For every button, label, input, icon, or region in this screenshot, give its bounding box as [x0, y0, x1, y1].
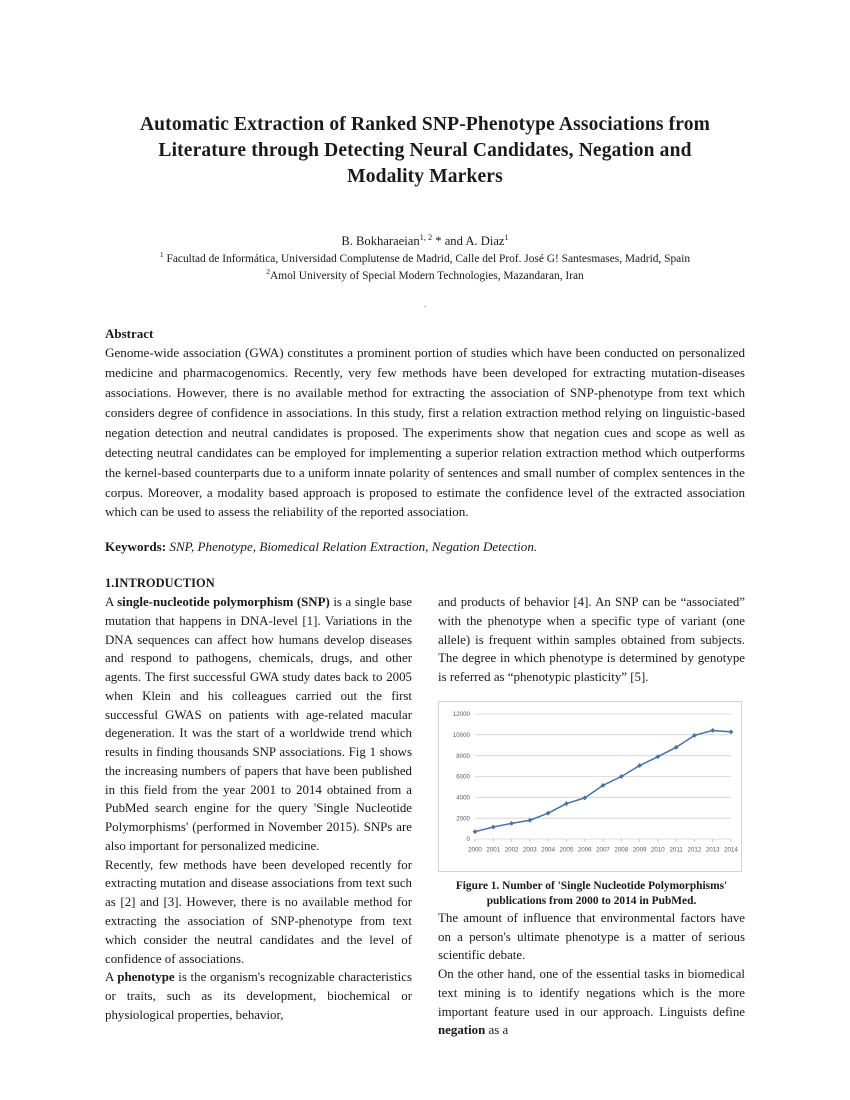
svg-text:2000: 2000 — [456, 815, 470, 823]
svg-text:2003: 2003 — [522, 846, 537, 854]
right-column — [438, 593, 745, 1040]
keywords-label: Keywords: — [105, 539, 167, 555]
abstract-heading: Abstract — [105, 326, 154, 342]
author-affil-marker-2: 1 — [504, 233, 509, 243]
affiliation-2-text: Amol University of Special Modern Technologies, Mazandaran, Iran — [270, 269, 584, 282]
left-p3-pre: A — [105, 970, 118, 985]
svg-text:0: 0 — [466, 835, 470, 843]
left-p1-post: is a single base mutation that happens in DNA-level [1]. Variations in the DNA sequences can affect how humans develop diseases and respond to pathogens, chemicals, drugs, and other agents. The first successful GWA study dates back to 2005 when Klein and his colleagues carried out the first successful GWAS on patients with age-related macular degeneration. It was the start of a worldwide trend which results in finding thousands SNP associations. Fig 1 shows the increasing numbers of papers that have been published in this field from the year 2001 to 2014 obtained from a PubMed search engine for the query 'Single Nucleotide Polymorphisms' (performed in November 2015). SNPs are also important for personalized medicine. — [105, 594, 412, 853]
affiliation-marker-1: 1 — [159, 250, 164, 260]
abstract-text: Genome-wide association (GWA) constitutes a prominent portion of studies which have been conducted on personalized medicine and pharmacogenomics. Recently, very few methods have been developed for extracting mutation-diseases associations. However, there is no available method for extracting the association of SNP-phenotype from text which considers degree of confidence in associations. In this study, first a relation extraction method relying on linguistic-based negation detection and neutral candidates is proposed. The experiments show that negation cues and scope as well as detecting neutral candidates can be employed for implementing a superior relation extraction method which outperforms the kernel-based counterparts due to a uniform innate polarity of sentences and small number of complex sentences in the corpus. Moreover, a modality based approach is proposed to estimate the confidence level of the extracted association which can be used to assess the reliability of the reported association. — [105, 345, 745, 520]
left-paragraph-3 — [105, 968, 412, 1024]
affiliation-marker-2: 2 — [266, 266, 271, 276]
svg-text:2006: 2006 — [577, 846, 592, 854]
figure-caption — [438, 879, 745, 909]
svg-text:2004: 2004 — [541, 846, 556, 854]
svg-text:2000: 2000 — [468, 846, 482, 854]
keywords-line — [105, 537, 745, 557]
affiliation-1 — [105, 251, 745, 268]
svg-text:2011: 2011 — [669, 846, 683, 854]
term-negation: negation — [438, 1023, 486, 1038]
author-names: B. Bokharaeian — [341, 234, 420, 249]
term-snp: single-nucleotide polymorphism (SNP) — [117, 594, 330, 609]
affiliation-2 — [105, 268, 745, 285]
svg-text:2009: 2009 — [632, 846, 647, 854]
svg-text:8000: 8000 — [456, 752, 470, 760]
section-heading-introduction: 1.INTRODUCTION — [105, 575, 215, 590]
left-p1-pre: A — [105, 594, 118, 609]
right-p3-post: as a — [485, 1023, 509, 1038]
stray-mark: . — [423, 296, 427, 311]
right-p3-pre: On the other hand, one of the essential tasks in biomedical text mining is to identify negations which is the more important feature used in our approach. Linguists define — [438, 967, 745, 1019]
chart-container — [438, 701, 742, 872]
svg-text:4000: 4000 — [456, 794, 470, 802]
left-paragraph-1 — [105, 593, 412, 856]
svg-text:2001: 2001 — [486, 846, 501, 854]
figure-caption-line-1: Figure 1. Number of 'Single Nucleotide Polymorphisms' — [455, 879, 728, 892]
author-names-cont: * and A. Diaz — [432, 234, 505, 249]
publications-line-chart — [439, 702, 741, 871]
svg-text:2007: 2007 — [596, 846, 610, 854]
page-title: Automatic Extraction of Ranked SNP-Phenotype Associations from Literature through Detecting Neural Candidates, Negation and Modality Markers — [139, 114, 711, 188]
svg-text:2013: 2013 — [705, 846, 720, 854]
left-column — [105, 593, 412, 1040]
left-paragraph-2: Recently, few methods have been developed recently for extracting mutation and disease associations from text such as [2] and [3]. However, there is no available method for extracting the association of SNP-phenotype from text which consider the neutral candidates and the level of confidence of associations. — [105, 857, 412, 966]
figure-1 — [438, 701, 745, 909]
figure-caption-line-2: publications from 2000 to 2014 in PubMed. — [486, 894, 697, 907]
right-paragraph-1: and products of behavior [4]. An SNP can be “associated” with the phenotype when a specific type of variant (one allele) is frequent within samples obtained from subjects. The degree in which phenotype is determined by genotype is referred as “phenotypic plasticity” [5]. — [438, 594, 745, 685]
svg-text:10000: 10000 — [452, 731, 470, 739]
right-paragraph-3 — [438, 965, 745, 1040]
svg-text:2002: 2002 — [504, 846, 519, 854]
svg-text:2005: 2005 — [559, 846, 574, 854]
svg-text:2014: 2014 — [724, 846, 738, 854]
term-phenotype: phenotype — [117, 970, 175, 985]
svg-text:2008: 2008 — [614, 846, 629, 854]
body-columns — [105, 593, 745, 1040]
svg-text:6000: 6000 — [456, 773, 470, 781]
svg-text:12000: 12000 — [452, 710, 470, 718]
affiliation-1-text: Facultad de Informática, Universidad Complutense de Madrid, Calle del Prof. José G! Santesmases, Madrid, Spain — [163, 253, 691, 266]
author-affil-marker-1: 1, 2 — [419, 233, 433, 243]
left-p3-post: is the organism's recognizable characteristics or traits, such as its development, biochemical or physiological properties, behavior, — [105, 970, 412, 1022]
right-paragraph-2: The amount of influence that environmental factors have on a person's ultimate phenotype is a matter of serious scientific debate. — [438, 910, 745, 963]
svg-text:2010: 2010 — [650, 846, 665, 854]
keywords-list: SNP, Phenotype, Biomedical Relation Extraction, Negation Detection. — [169, 539, 538, 555]
svg-text:2012: 2012 — [687, 846, 702, 854]
author-line — [105, 233, 745, 251]
